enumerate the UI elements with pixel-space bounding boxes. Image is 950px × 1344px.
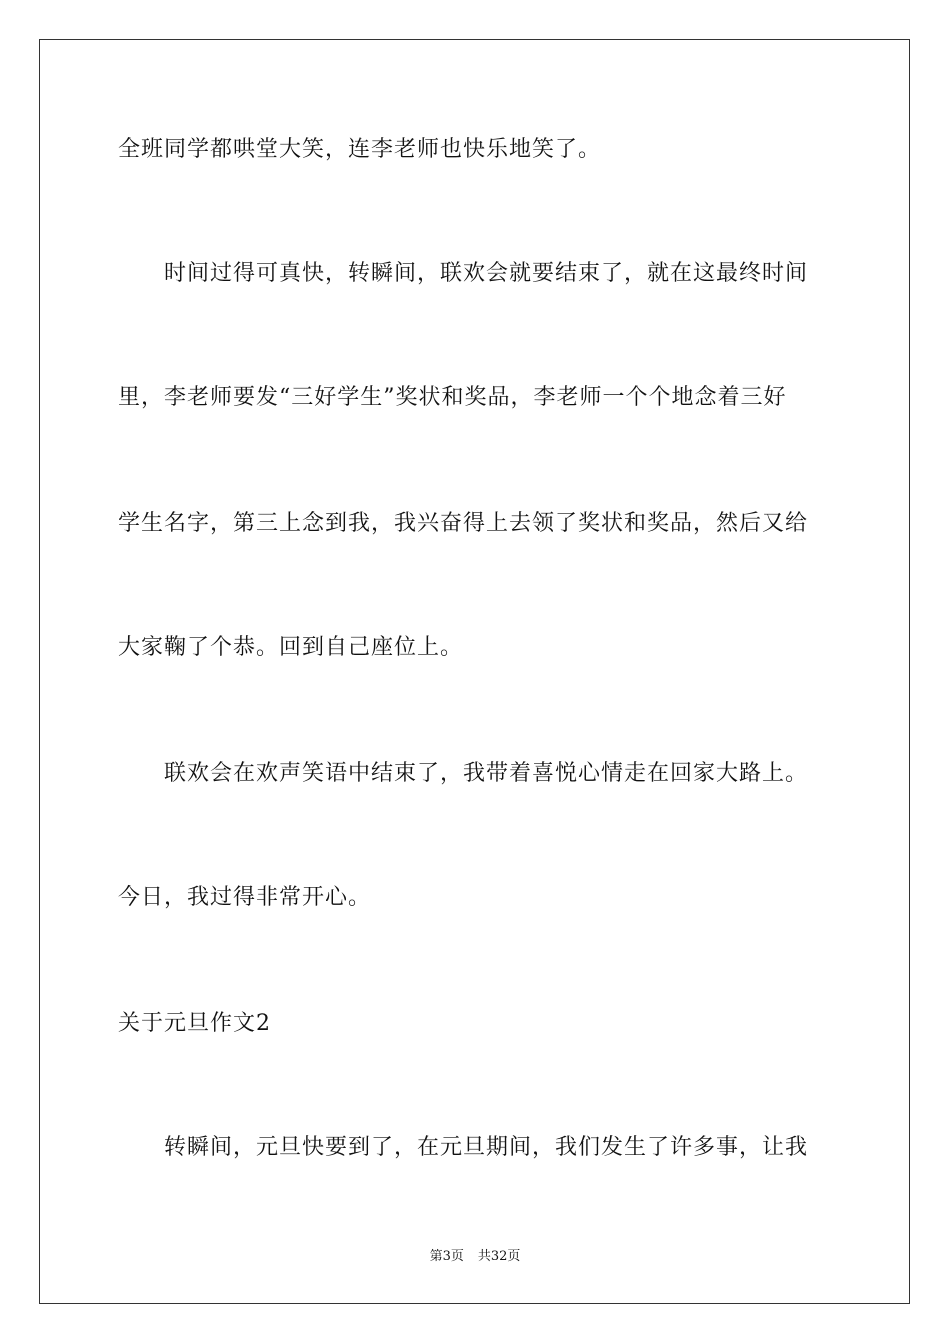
text-line: 大家鞠了个恭。回到自己座位上。	[118, 635, 464, 660]
total-pages: 共32页	[477, 1249, 521, 1264]
page-number: 第3页	[429, 1249, 464, 1264]
text-line: 联欢会在欢声笑语中结束了，我带着喜悦心情走在回家大路上。	[118, 761, 809, 786]
text-line: 全班同学都哄堂大笑，连李老师也快乐地笑了。	[118, 137, 602, 162]
text-line: 今日，我过得非常开心。	[118, 885, 372, 910]
text-line: 学生名字，第三上念到我，我兴奋得上去领了奖状和奖品，然后又给	[118, 511, 809, 536]
text-line: 里，李老师要发“三好学生”奖状和奖品，李老师一个个地念着三好	[118, 385, 787, 410]
text-line: 转瞬间，元旦快要到了，在元旦期间，我们发生了许多事，让我	[118, 1135, 809, 1160]
page-footer	[0, 1248, 950, 1266]
page-frame	[39, 39, 910, 1304]
text-line: 时间过得可真快，转瞬间，联欢会就要结束了，就在这最终时间	[118, 261, 809, 286]
section-heading: 关于元旦作文2	[118, 1011, 271, 1036]
